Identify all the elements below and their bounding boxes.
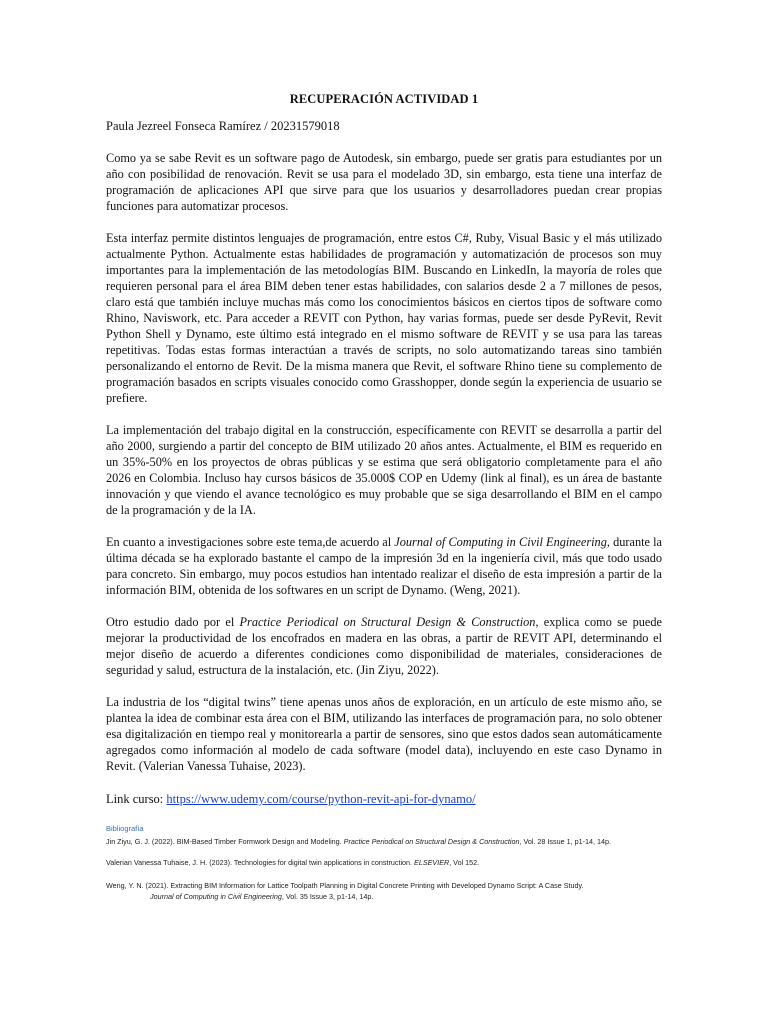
italic-text-segment: ELSEVIER [414, 858, 450, 867]
text-segment: La industria de los “digital twins” tiene apenas unos años de exploración, en un artículo de este mismo año, se plantea la idea de combinar esta área con el BIM, utilizando las interfaces de programación para, no solo obtener esa digitalización en tiempo real y monitorearla a partir de sensores, sino que estos dados sean automáticamente agregados como información al modelo de cada software (model data), incluyendo en este caso Dynamo in Revit. (Valerian Vanessa Tuhaise, 2023). [106, 695, 662, 773]
italic-text-segment: Journal of Computing in Civil Engineering [150, 892, 282, 901]
paragraph-text [106, 422, 662, 518]
text-segment: , Vol. 35 Issue 3, p1-14, 14p. [281, 892, 374, 901]
body-paragraph-5 [106, 614, 662, 678]
bibliography-line [106, 880, 686, 891]
paragraph-text [106, 694, 662, 774]
bibliography-line [106, 857, 686, 868]
italic-text-segment: Practice Periodical on Structural Design & Construction [343, 837, 520, 846]
text-segment: , Vol. 28 Issue 1, p1-14, 14p. [519, 837, 611, 846]
text-segment: , explica como se puede mejorar la productividad de los encofrados en madera en las obras, a partir de REVIT API, determinando el mejor diseño de acuerdo a diferentes condiciones como disponibilidad de materiales, consideraciones de seguridad y salud, estructura de la instalación, etc. (Jin Ziyu, 2022). [106, 615, 662, 677]
paragraph-text [106, 534, 662, 598]
text-segment: Jin Ziyu, G. J. (2022). BIM-Based Timber Formwork Design and Modeling. [106, 837, 344, 846]
course-link[interactable]: https://www.udemy.com/course/python-revit-api-for-dynamo/ [166, 792, 476, 806]
body-paragraph-2 [106, 230, 662, 406]
body-paragraph-3 [106, 422, 662, 518]
bibliography-entry-3 [106, 880, 686, 902]
paragraph-text [106, 150, 662, 214]
author-line: Paula Jezreel Fonseca Ramírez / 20231579018 [106, 119, 340, 133]
text-segment: En cuanto a investigaciones sobre este tema,de acuerdo al [106, 535, 395, 549]
bibliography-line [106, 836, 686, 847]
text-segment: Como ya se sabe Revit es un software pago de Autodesk, sin embargo, puede ser gratis para estudiantes por un año con posibilidad de renovación. Revit se usa para el modelado 3D, sin embargo, esta tiene una interfaz de programación de aplicaciones API que sirve para que los usuarios y desarrolladores puedan crear propias funciones para automatizar procesos. [106, 151, 662, 213]
text-segment: , durante la última década se ha explorado bastante el campo de la impresión 3d en la ingeniería civil, más que todo usado para concreto. Sin embargo, muy pocos estudios han intentado realizar el diseño de esta impresión a partir de la información BIM, obtenida de los softwares en un script de Dynamo. (Weng, 2021). [106, 535, 663, 597]
bibliography-entry-2 [106, 857, 686, 868]
text-segment: Otro estudio dado por el [106, 615, 240, 629]
text-segment: Weng, Y. N. (2021). Extracting BIM Information for Lattice Toolpath Planning in Digital Concrete Printing with Developed Dynamo Script: A Case Study. [106, 881, 584, 890]
bibliography-line [106, 891, 686, 902]
italic-text-segment: Journal of Computing in Civil Engineering [394, 535, 607, 549]
paragraph-text [106, 614, 662, 678]
course-link-label: Link curso: [106, 792, 167, 806]
course-link-line [106, 792, 476, 807]
bibliography-entry-1 [106, 836, 686, 847]
text-segment: Valerian Vanessa Tuhaise, J. H. (2023). Technologies for digital twin applications in construction. [106, 858, 415, 867]
text-segment: Esta interfaz permite distintos lenguajes de programación, entre estos C#, Ruby, Visual Basic y el más utilizado actualmente Python. Actualmente estas habilidades de programación y automatización de procesos son muy importantes para la implementación de las metodologías BIM. Buscando en LinkedIn, la mayoría de roles que requieren personal para el área BIM deben tener estas habilidades, con salarios desde 2 a 7 millones de pesos, claro está que también incluye muchas más como los conocimientos básicos en ciertos tipos de software como Rhino, Naviswork, etc. Para acceder a REVIT con Python, hay varias formas, puede ser desde PyRevit, Revit Python Shell y Dynamo, este último está integrado en el mismo software de REVIT y se usa para las tareas repetitivas. Todas estas formas interactúan a través de scripts, no solo automatizando tareas sino también personalizando el entorno de Revit. De la misma manera que Revit, el software Rhino tiene su complemento de programación basados en scripts visuales conocido como Grasshopper, donde según la experiencia de usuario se prefiere. [106, 231, 662, 405]
paragraph-text [106, 230, 662, 406]
document-title: RECUPERACIÓN ACTIVIDAD 1 [289, 92, 479, 106]
body-paragraph-6 [106, 694, 662, 774]
body-paragraph-4 [106, 534, 662, 598]
body-paragraph-1 [106, 150, 662, 214]
text-segment: , Vol 152. [449, 858, 480, 867]
bibliography-heading: Bibliografía [106, 824, 144, 833]
text-segment: La implementación del trabajo digital en la construcción, específicamente con REVIT se desarrolla a partir del año 2000, surgiendo a partir del concepto de BIM utilizado 20 años antes. Actualmente, el BIM es requerido en un 35%-50% en los proyectos de obras públicas y se estima que será obligatorio completamente para el año 2026 en Colombia. Incluso hay cursos básicos de 35.000$ COP en Udemy (link al final), es un área de bastante innovación y que viendo el avance tecnológico es muy probable que se siga desarrollando el BIM en el campo de la programación y de la IA. [106, 423, 662, 517]
italic-text-segment: Practice Periodical on Structural Design & Construction [239, 615, 536, 629]
